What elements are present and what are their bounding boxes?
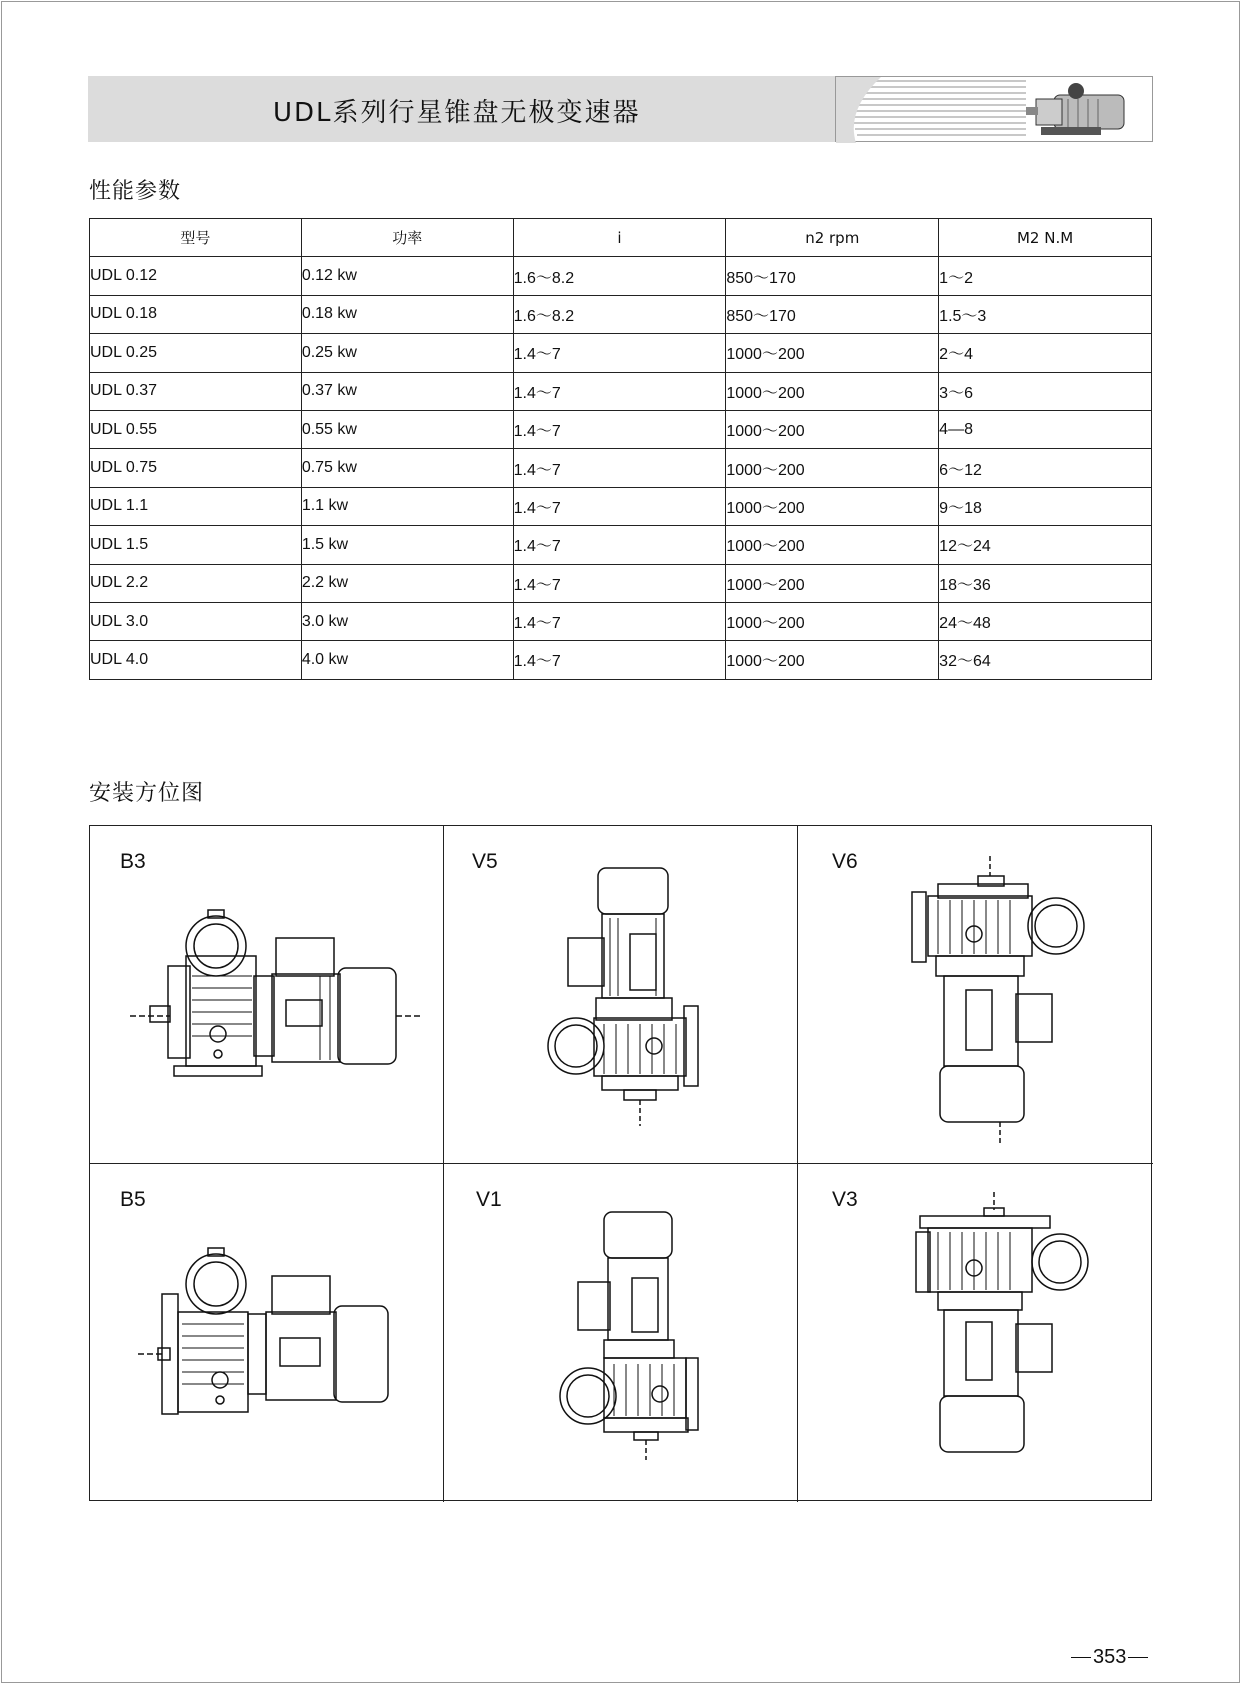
cell-model: UDL 0.12 xyxy=(90,257,302,295)
table-row xyxy=(90,564,1152,602)
column-header-power: 功率 xyxy=(301,219,513,257)
page-number: 353 xyxy=(1071,1646,1148,1669)
reducer-flange-vertical-up-drawing xyxy=(798,1164,1153,1502)
cell-ratio: 1.4～7 xyxy=(513,602,726,640)
cell-model: UDL 0.18 xyxy=(90,295,302,333)
cell-ratio: 1.4～7 xyxy=(513,641,726,679)
cell-ratio: 1.4～7 xyxy=(513,526,726,564)
cell-torque: 9～18 xyxy=(939,487,1152,525)
cell-power: 0.37 kw xyxy=(301,372,513,410)
table-row xyxy=(90,526,1152,564)
mounting-label-v3: V3 xyxy=(832,1188,858,1211)
cell-ratio: 1.4～7 xyxy=(513,449,726,487)
cell-ratio: 1.6～8.2 xyxy=(513,257,726,295)
cell-speed: 850～170 xyxy=(726,257,939,295)
cell-torque: 2～4 xyxy=(939,334,1152,372)
cell-power: 0.75 kw xyxy=(301,449,513,487)
cell-speed: 1000～200 xyxy=(726,526,939,564)
cell-power: 0.25 kw xyxy=(301,334,513,372)
mounting-cell-v5 xyxy=(444,826,798,1164)
cell-power: 3.0 kw xyxy=(301,602,513,640)
cell-torque: 24～48 xyxy=(939,602,1152,640)
cell-ratio: 1.4～7 xyxy=(513,410,726,448)
cell-model: UDL 0.75 xyxy=(90,449,302,487)
cell-speed: 1000～200 xyxy=(726,602,939,640)
cell-speed: 1000～200 xyxy=(726,487,939,525)
cell-ratio: 1.4～7 xyxy=(513,564,726,602)
mounting-label-b3: B3 xyxy=(120,850,146,873)
column-header-model: 型号 xyxy=(90,219,302,257)
reducer-vertical-up-drawing xyxy=(798,826,1153,1164)
header-banner xyxy=(88,76,1153,142)
cell-speed: 1000～200 xyxy=(726,334,939,372)
cell-model: UDL 1.1 xyxy=(90,487,302,525)
table-header-row xyxy=(90,219,1152,257)
cell-speed: 1000～200 xyxy=(726,372,939,410)
mounting-cell-v1 xyxy=(444,1164,798,1502)
reducer-flange-vertical-down-drawing xyxy=(444,1164,798,1502)
motor-thumbnail-icon xyxy=(1026,83,1124,135)
page-title: UDL系列行星锥盘无极变速器 xyxy=(273,98,641,128)
cell-speed: 1000～200 xyxy=(726,449,939,487)
cell-torque: 1～2 xyxy=(939,257,1152,295)
cell-model: UDL 0.25 xyxy=(90,334,302,372)
performance-table xyxy=(89,218,1152,680)
cell-power: 1.5 kw xyxy=(301,526,513,564)
cell-model: UDL 4.0 xyxy=(90,641,302,679)
reducer-horizontal-drawing xyxy=(90,826,444,1164)
cell-power: 0.18 kw xyxy=(301,295,513,333)
mounting-cell-v6 xyxy=(798,826,1153,1164)
column-header-speed: n2 rpm xyxy=(726,219,939,257)
table-row xyxy=(90,257,1152,295)
mounting-label-v6: V6 xyxy=(832,850,858,873)
mounting-label-v5: V5 xyxy=(472,850,498,873)
cell-torque: 12～24 xyxy=(939,526,1152,564)
mounting-cell-b3 xyxy=(90,826,444,1164)
performance-section-title: 性能参数 xyxy=(89,179,182,204)
cell-torque: 32～64 xyxy=(939,641,1152,679)
table-row xyxy=(90,641,1152,679)
cell-speed: 1000～200 xyxy=(726,564,939,602)
reducer-vertical-down-drawing xyxy=(444,826,798,1164)
product-thumbnail xyxy=(836,77,1154,143)
header-product-panel xyxy=(835,76,1153,142)
reducer-flange-horizontal-drawing xyxy=(90,1164,444,1502)
table-row xyxy=(90,449,1152,487)
table-row xyxy=(90,602,1152,640)
cell-ratio: 1.4～7 xyxy=(513,487,726,525)
table-row xyxy=(90,410,1152,448)
cell-torque: 1.5～3 xyxy=(939,295,1152,333)
cell-ratio: 1.4～7 xyxy=(513,372,726,410)
cell-ratio: 1.4～7 xyxy=(513,334,726,372)
cell-torque: 18～36 xyxy=(939,564,1152,602)
table-row xyxy=(90,334,1152,372)
cell-power: 4.0 kw xyxy=(301,641,513,679)
cell-speed: 1000～200 xyxy=(726,641,939,679)
cell-model: UDL 0.55 xyxy=(90,410,302,448)
cell-speed: 850～170 xyxy=(726,295,939,333)
cell-power: 0.55 kw xyxy=(301,410,513,448)
cell-model: UDL 1.5 xyxy=(90,526,302,564)
mounting-cell-b5 xyxy=(90,1164,444,1502)
cell-power: 1.1 kw xyxy=(301,487,513,525)
cell-model: UDL 3.0 xyxy=(90,602,302,640)
mounting-label-v1: V1 xyxy=(476,1188,502,1211)
table-row xyxy=(90,295,1152,333)
table-row xyxy=(90,487,1152,525)
mounting-label-b5: B5 xyxy=(120,1188,146,1211)
cell-torque: 4—8 xyxy=(939,410,1152,448)
column-header-ratio: i xyxy=(513,219,726,257)
cell-torque: 6～12 xyxy=(939,449,1152,487)
cell-power: 0.12 kw xyxy=(301,257,513,295)
cell-power: 2.2 kw xyxy=(301,564,513,602)
cell-model: UDL 0.37 xyxy=(90,372,302,410)
cell-model: UDL 2.2 xyxy=(90,564,302,602)
mounting-cell-v3 xyxy=(798,1164,1153,1502)
mounting-diagram-grid xyxy=(89,825,1152,1501)
cell-ratio: 1.6～8.2 xyxy=(513,295,726,333)
table-row xyxy=(90,372,1152,410)
mounting-section-title: 安装方位图 xyxy=(89,781,205,806)
cell-torque: 3～6 xyxy=(939,372,1152,410)
column-header-torque: M2 N.M xyxy=(939,219,1152,257)
cell-speed: 1000～200 xyxy=(726,410,939,448)
